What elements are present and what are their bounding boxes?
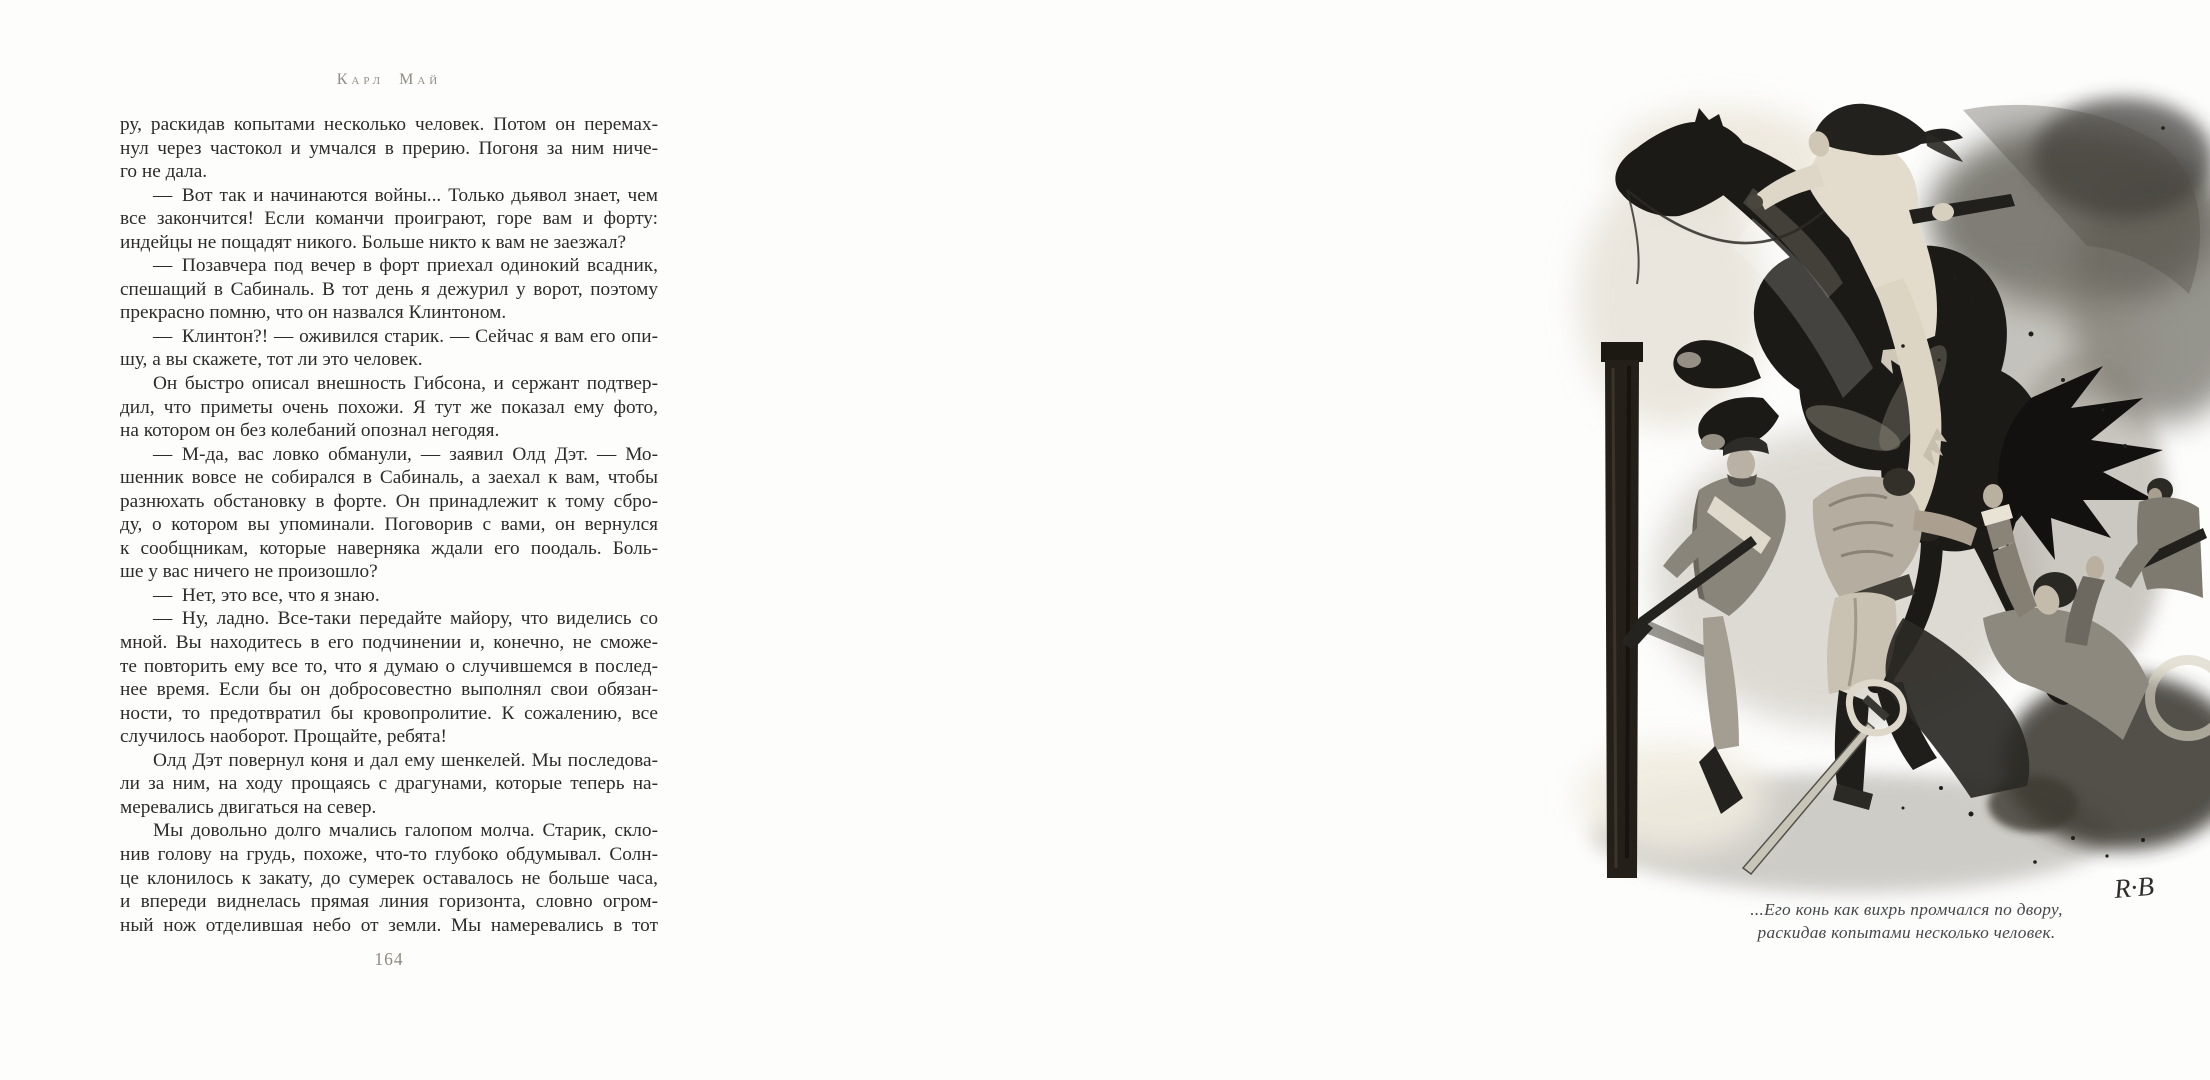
text-line: к сообщникам, которые наверняка ждали его поодаль. Боль- — [120, 537, 658, 559]
text-line: Мы довольно долго мчались галопом молча. Старик, скло- — [153, 820, 658, 842]
left-page — [0, 0, 760, 1080]
body-text — [120, 113, 658, 937]
text-line: — Вот так и начинаются войны... Только дьявол знает, чем — [153, 184, 658, 206]
running-head: Карл Май — [336, 71, 442, 88]
text-line: ше у вас ничего не произошло? — [120, 561, 378, 583]
page-number: 164 — [374, 949, 404, 969]
text-line: нив голову на грудь, похоже, что-то глубоко обдумывал. Солн- — [120, 843, 658, 865]
text-line: на котором он без колебаний опознал негодяя. — [120, 420, 500, 442]
artist-signature: R·B — [2112, 870, 2156, 904]
book-illustration — [1603, 98, 2210, 910]
text-line: нее время. Если бы он добросовестно выполнял свои обязан- — [120, 679, 658, 701]
text-line: индейцы не пощадят никого. Больше никто к вам не заезжал? — [120, 231, 627, 253]
text-line: го не дала. — [120, 161, 208, 183]
text-line: те повторить ему все то, что я думаю о случившемся в послед- — [120, 655, 658, 677]
caption-line-1: ...Его конь как вихрь промчался по двору, — [1750, 900, 2063, 919]
text-line: дил, что приметы очень похожи. Я тут же показал ему фото, — [120, 396, 658, 418]
text-line: Он быстро описал внешность Гибсона, и сержант подтвер- — [153, 373, 658, 395]
text-line: — М-да, вас ловко обманули, — заявил Олд Дэт. — Мо- — [153, 443, 658, 465]
text-line: шу, а вы скажете, тот ли это человек. — [120, 349, 423, 371]
text-line: спешащий в Сабиналь. В тот день я дежурил у ворот, поэтому — [120, 278, 658, 300]
text-line: ности, то предотвратил бы кровопролитие. К сожалению, все — [120, 702, 658, 724]
text-line: це клонилось к закату, до сумерек оставалось не больше часа, — [120, 867, 658, 889]
caption-line-2: раскидав копытами несколько человек. — [1757, 922, 2056, 942]
text-line: шенник вовсе не собирался в Сабиналь, а заехал к вам, чтобы — [120, 467, 658, 489]
text-line: и впереди виднелась прямая линия горизонта, словно огром- — [120, 891, 658, 913]
illustration-caption — [1603, 899, 2210, 944]
text-line: — Ну, ладно. Все-таки передайте майору, что виделись со — [153, 608, 658, 630]
right-page — [760, 0, 2156, 1080]
text-line: прекрасно помню, что он назвался Клинтоном. — [120, 302, 507, 324]
text-line: — Клинтон?! — оживился старик. — Сейчас я вам его опи- — [153, 325, 658, 347]
text-line: ду, о котором вы упоминали. Поговорив с вами, он вернулся — [120, 514, 658, 536]
text-line: все закончится! Если команчи проиграют, горе вам и форту: — [120, 208, 658, 230]
illustration-horse-rider-painting — [1603, 98, 2210, 910]
text-line: случилось наоборот. Прощайте, ребята! — [120, 726, 447, 748]
text-line: разнюхать обстановку в форте. Он принадлежит к тому сбро- — [120, 490, 658, 512]
text-line: — Нет, это все, что я знаю. — [153, 584, 380, 606]
text-line: меревались двигаться на север. — [120, 796, 377, 818]
text-line: мной. Вы находитесь в его подчинении и, конечно, не сможе- — [120, 632, 658, 654]
text-line: ный нож отделившая небо от земли. Мы намеревались в тот — [120, 914, 658, 936]
text-line: — Позавчера под вечер в форт приехал одинокий всадник, — [153, 255, 658, 277]
text-line: ли за ним, на ходу прощаясь с драгунами, которые теперь на- — [120, 773, 658, 795]
text-line: Олд Дэт повернул коня и дал ему шенкелей. Мы последова- — [153, 749, 658, 771]
text-line: нул через частокол и умчался в прерию. Погоня за ним ниче- — [120, 137, 658, 159]
text-line: ру, раскидав копытами несколько человек. Потом он перемах- — [120, 114, 658, 135]
